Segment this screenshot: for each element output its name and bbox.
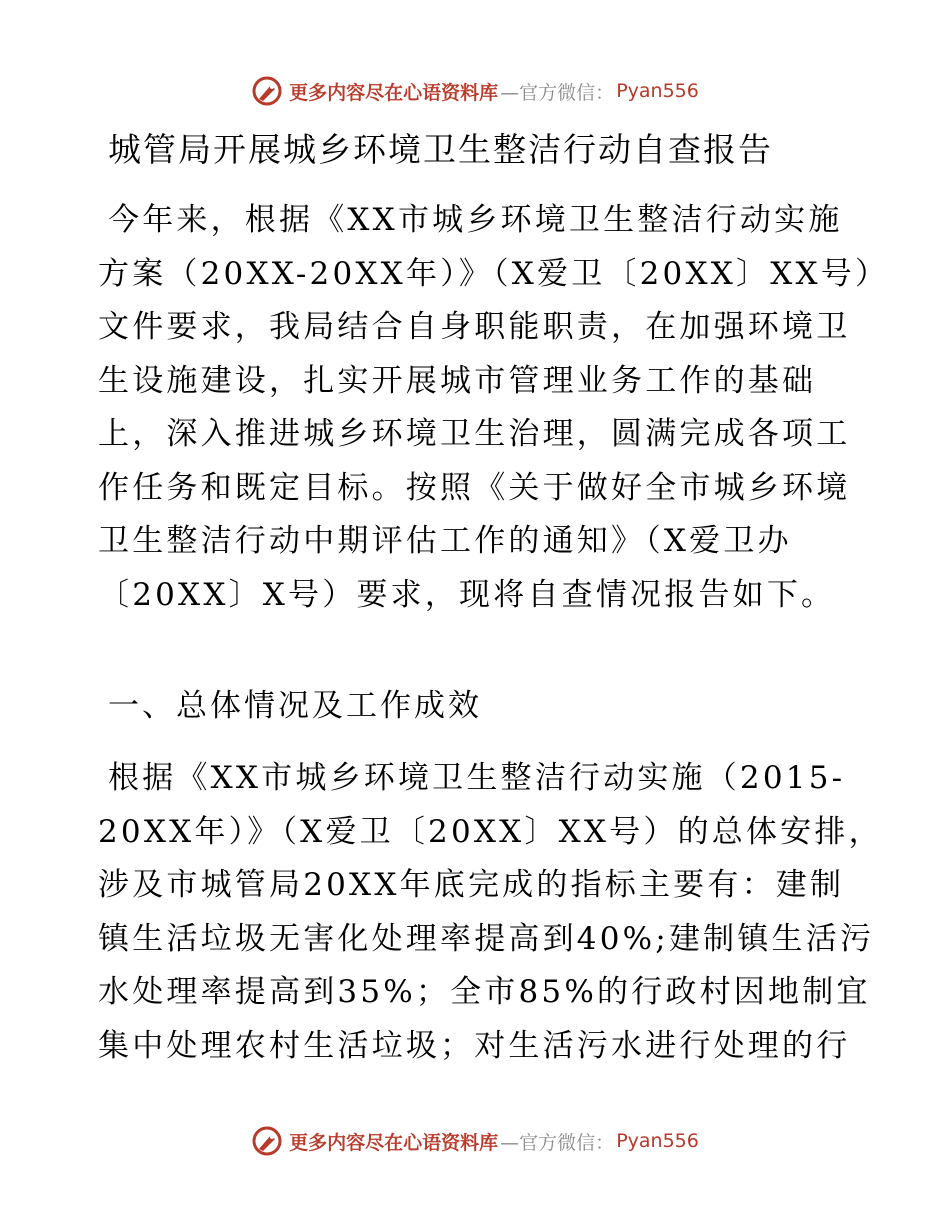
section-heading: 一、总体情况及工作成效 xyxy=(108,688,482,724)
intro-line: 卫生整洁行动中期评估工作的通知》（X爱卫办 xyxy=(98,523,792,559)
section-line: 镇生活垃圾无害化处理率提高到40%;建制镇生活污 xyxy=(98,920,875,957)
section-line: 20XX年）》（X爱卫〔20XX〕XX号）的总体安排， xyxy=(98,813,883,850)
document-title: 城管局开展城乡环境卫生整洁行动自查报告 xyxy=(108,130,773,169)
watermark-wechat-id: Pyan556 xyxy=(616,1130,699,1152)
watermark-dash-text: —官方微信： xyxy=(500,1131,615,1154)
pen-nib-logo-icon xyxy=(251,1125,283,1157)
section-line: 集中处理农村生活垃圾；对生活污水进行处理的行 xyxy=(98,1027,851,1064)
intro-paragraph xyxy=(98,194,890,622)
intro-line: 上，深入推进城乡环境卫生治理，圆满完成各项工 xyxy=(98,416,851,452)
section-line: 根据《XX市城乡环境卫生整洁行动实施（2015- xyxy=(108,760,846,796)
intro-line: 方案（20XX-20XX年）》（X爱卫〔20XX〕XX号） xyxy=(98,255,890,292)
watermark-footer xyxy=(0,1121,950,1161)
section-line: 涉及市城管局20XX年底完成的指标主要有：建制 xyxy=(98,867,845,903)
watermark-wechat-id: Pyan556 xyxy=(616,80,699,102)
watermark-site-text: 更多内容尽在心语资料库 xyxy=(289,1131,499,1154)
pen-nib-logo-icon xyxy=(251,75,283,107)
intro-line: 今年来，根据《XX市城乡环境卫生整洁行动实施 xyxy=(108,202,843,238)
intro-line: 文件要求，我局结合自身职能职责，在加强环境卫 xyxy=(98,309,851,345)
watermark-site-text: 更多内容尽在心语资料库 xyxy=(289,81,499,104)
intro-line: 生设施建设，扎实开展城市管理业务工作的基础 xyxy=(98,362,817,399)
watermark-header xyxy=(0,71,950,111)
intro-line: 〔20XX〕X号）要求，现将自查情况报告如下。 xyxy=(98,576,836,613)
section-line: 水处理率提高到35%；全市85%的行政村因地制宜 xyxy=(98,974,871,1010)
watermark-dash-text: —官方微信： xyxy=(500,81,615,104)
section-paragraph xyxy=(98,752,883,1073)
intro-line: 作任务和既定目标。按照《关于做好全市城乡环境 xyxy=(98,469,851,506)
